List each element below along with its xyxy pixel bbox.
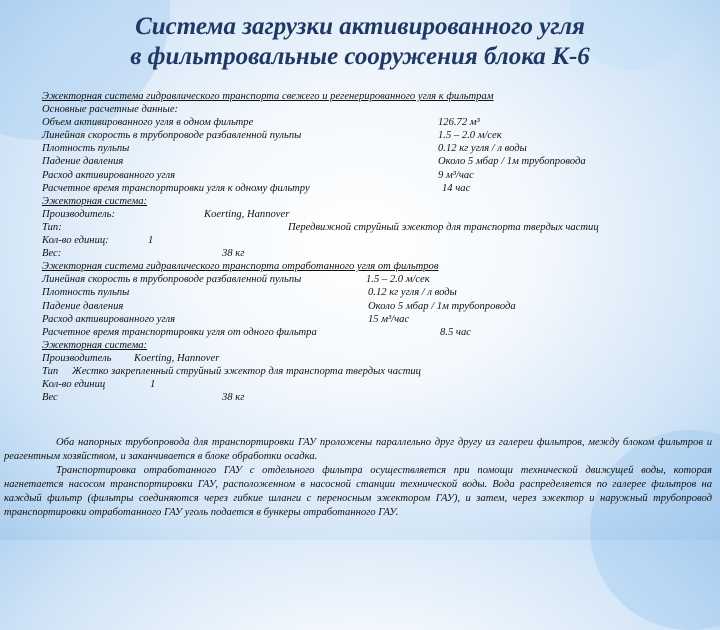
row-label: Расход активированного угля [42,313,176,325]
row-label: Расход активированного угля [42,169,176,181]
slide-title [0,12,720,72]
data-row [42,155,682,168]
weight-value: 38 кг [222,248,245,260]
row-value: 1.5 – 2.0 м/сек [438,130,502,142]
data-row [42,142,682,155]
row-label: Линейная скорость в трубопроводе разбавленной пульпы [42,274,302,286]
ejector2-heading-line [42,339,682,352]
weight-label: Вес: [42,248,62,260]
maker-label: Производитель [42,352,112,364]
ejector1-type-line [42,221,682,234]
row-label: Линейная скорость в трубопроводе разбавленной пульпы [42,130,302,142]
row-value: 0.12 кг угля / л воды [438,143,527,155]
title-line-2: в фильтровальные сооружения блока К-6 [130,43,590,70]
row-value: 15 м³/час [368,313,410,325]
data-row [42,116,682,129]
slide-content [42,90,682,404]
data-row [42,326,682,339]
row-value: 0.12 кг угля / л воды [368,287,457,299]
data-row [42,300,682,313]
row-label: Расчетное время транспортировки угля к одному фильтру [42,182,310,194]
data-row [42,286,682,299]
row-label: Объем активированного угля в одном фильтре [42,117,254,129]
row-label: Плотность пульпы [42,287,130,299]
ejector1-heading: Эжекторная система: [42,195,148,207]
row-label: Падение давления [42,300,124,312]
row-label: Падение давления [42,156,124,168]
qty-value: 1 [150,379,156,391]
qty-label: Кол-во единиц: [42,235,109,247]
qty-value: 1 [148,235,154,247]
paragraph: Оба напорных трубопровода для транспортировки ГАУ проложены параллельно друг другу из галереи фильтров, между блоком фильтров и реагентным хозяйством, и заканчивается в блоке обработки осадка. [4,437,712,463]
ejector2-qty-line [42,378,682,391]
data-row [42,313,682,326]
maker-label: Производитель: [42,208,116,220]
row-value: 9 м³/час [438,169,474,181]
data-row [42,273,682,286]
ejector1-weight-line [42,247,682,260]
section1-heading-line [42,90,682,103]
row-value: 14 час [442,182,471,194]
type-label: Тип: [42,221,62,233]
section2-heading-line [42,260,682,273]
section1-subheading-line [42,103,682,116]
row-label: Плотность пульпы [42,143,130,155]
description-text [4,436,712,521]
type-value: Жестко закрепленный струйный эжектор для транспорта твердых частиц [72,365,421,377]
row-label: Расчетное время транспортировки угля от одного фильтра [42,326,317,338]
section2-heading: Эжекторная система гидравлического транспорта отработанного угля от фильтров [42,261,439,273]
weight-value: 38 кг [222,392,245,404]
maker-value: Koerting, Hannover [134,352,220,364]
ejector2-type-line [42,365,682,378]
maker-value: Koerting, Hannover [204,208,290,220]
title-line-1: Система загрузки активированного угля [135,13,585,40]
ejector2-heading: Эжекторная система: [42,339,148,351]
ejector2-maker-line [42,352,682,365]
data-row [42,182,682,195]
row-value: 1.5 – 2.0 м/сек [366,274,430,286]
data-row [42,129,682,142]
qty-label: Кол-во единиц [42,379,106,391]
type-value: Передвижной струйный эжектор для транспорта твердых частиц [288,221,599,233]
ejector1-qty-line [42,234,682,247]
weight-label: Вес [42,392,58,404]
paragraph: Транспортировка отработанного ГАУ с отдельного фильтра осуществляется при помощи технической движущей воды, которая нагнетается насосом транспортировки ГАУ, расположенном в насосной станции технической воды. Вода распределяется по галерее фильтров на каждый фильтр (фильтры соединяются через гибкие шланги с переносным эжектором ГАУ), и затем, через эжектор и наружный трубопровод транспортировки отработанного ГАУ уголь подается в бункеры отработанного ГАУ. [4,465,712,519]
row-value: Около 5 мбар / 1м трубопровода [438,156,586,168]
ejector1-heading-line [42,195,682,208]
section1-subheading: Основные расчетные данные: [42,104,179,116]
row-value: 8.5 час [440,326,471,338]
data-row [42,169,682,182]
row-value: 126.72 м³ [438,117,480,129]
ejector1-maker-line [42,208,682,221]
ejector2-weight-line [42,391,682,404]
type-label: Тип [42,365,59,377]
row-value: Около 5 мбар / 1м трубопровода [368,300,516,312]
section1-heading: Эжекторная система гидравлического транспорта свежего и регенерированного угля к фильтрам [42,91,494,102]
